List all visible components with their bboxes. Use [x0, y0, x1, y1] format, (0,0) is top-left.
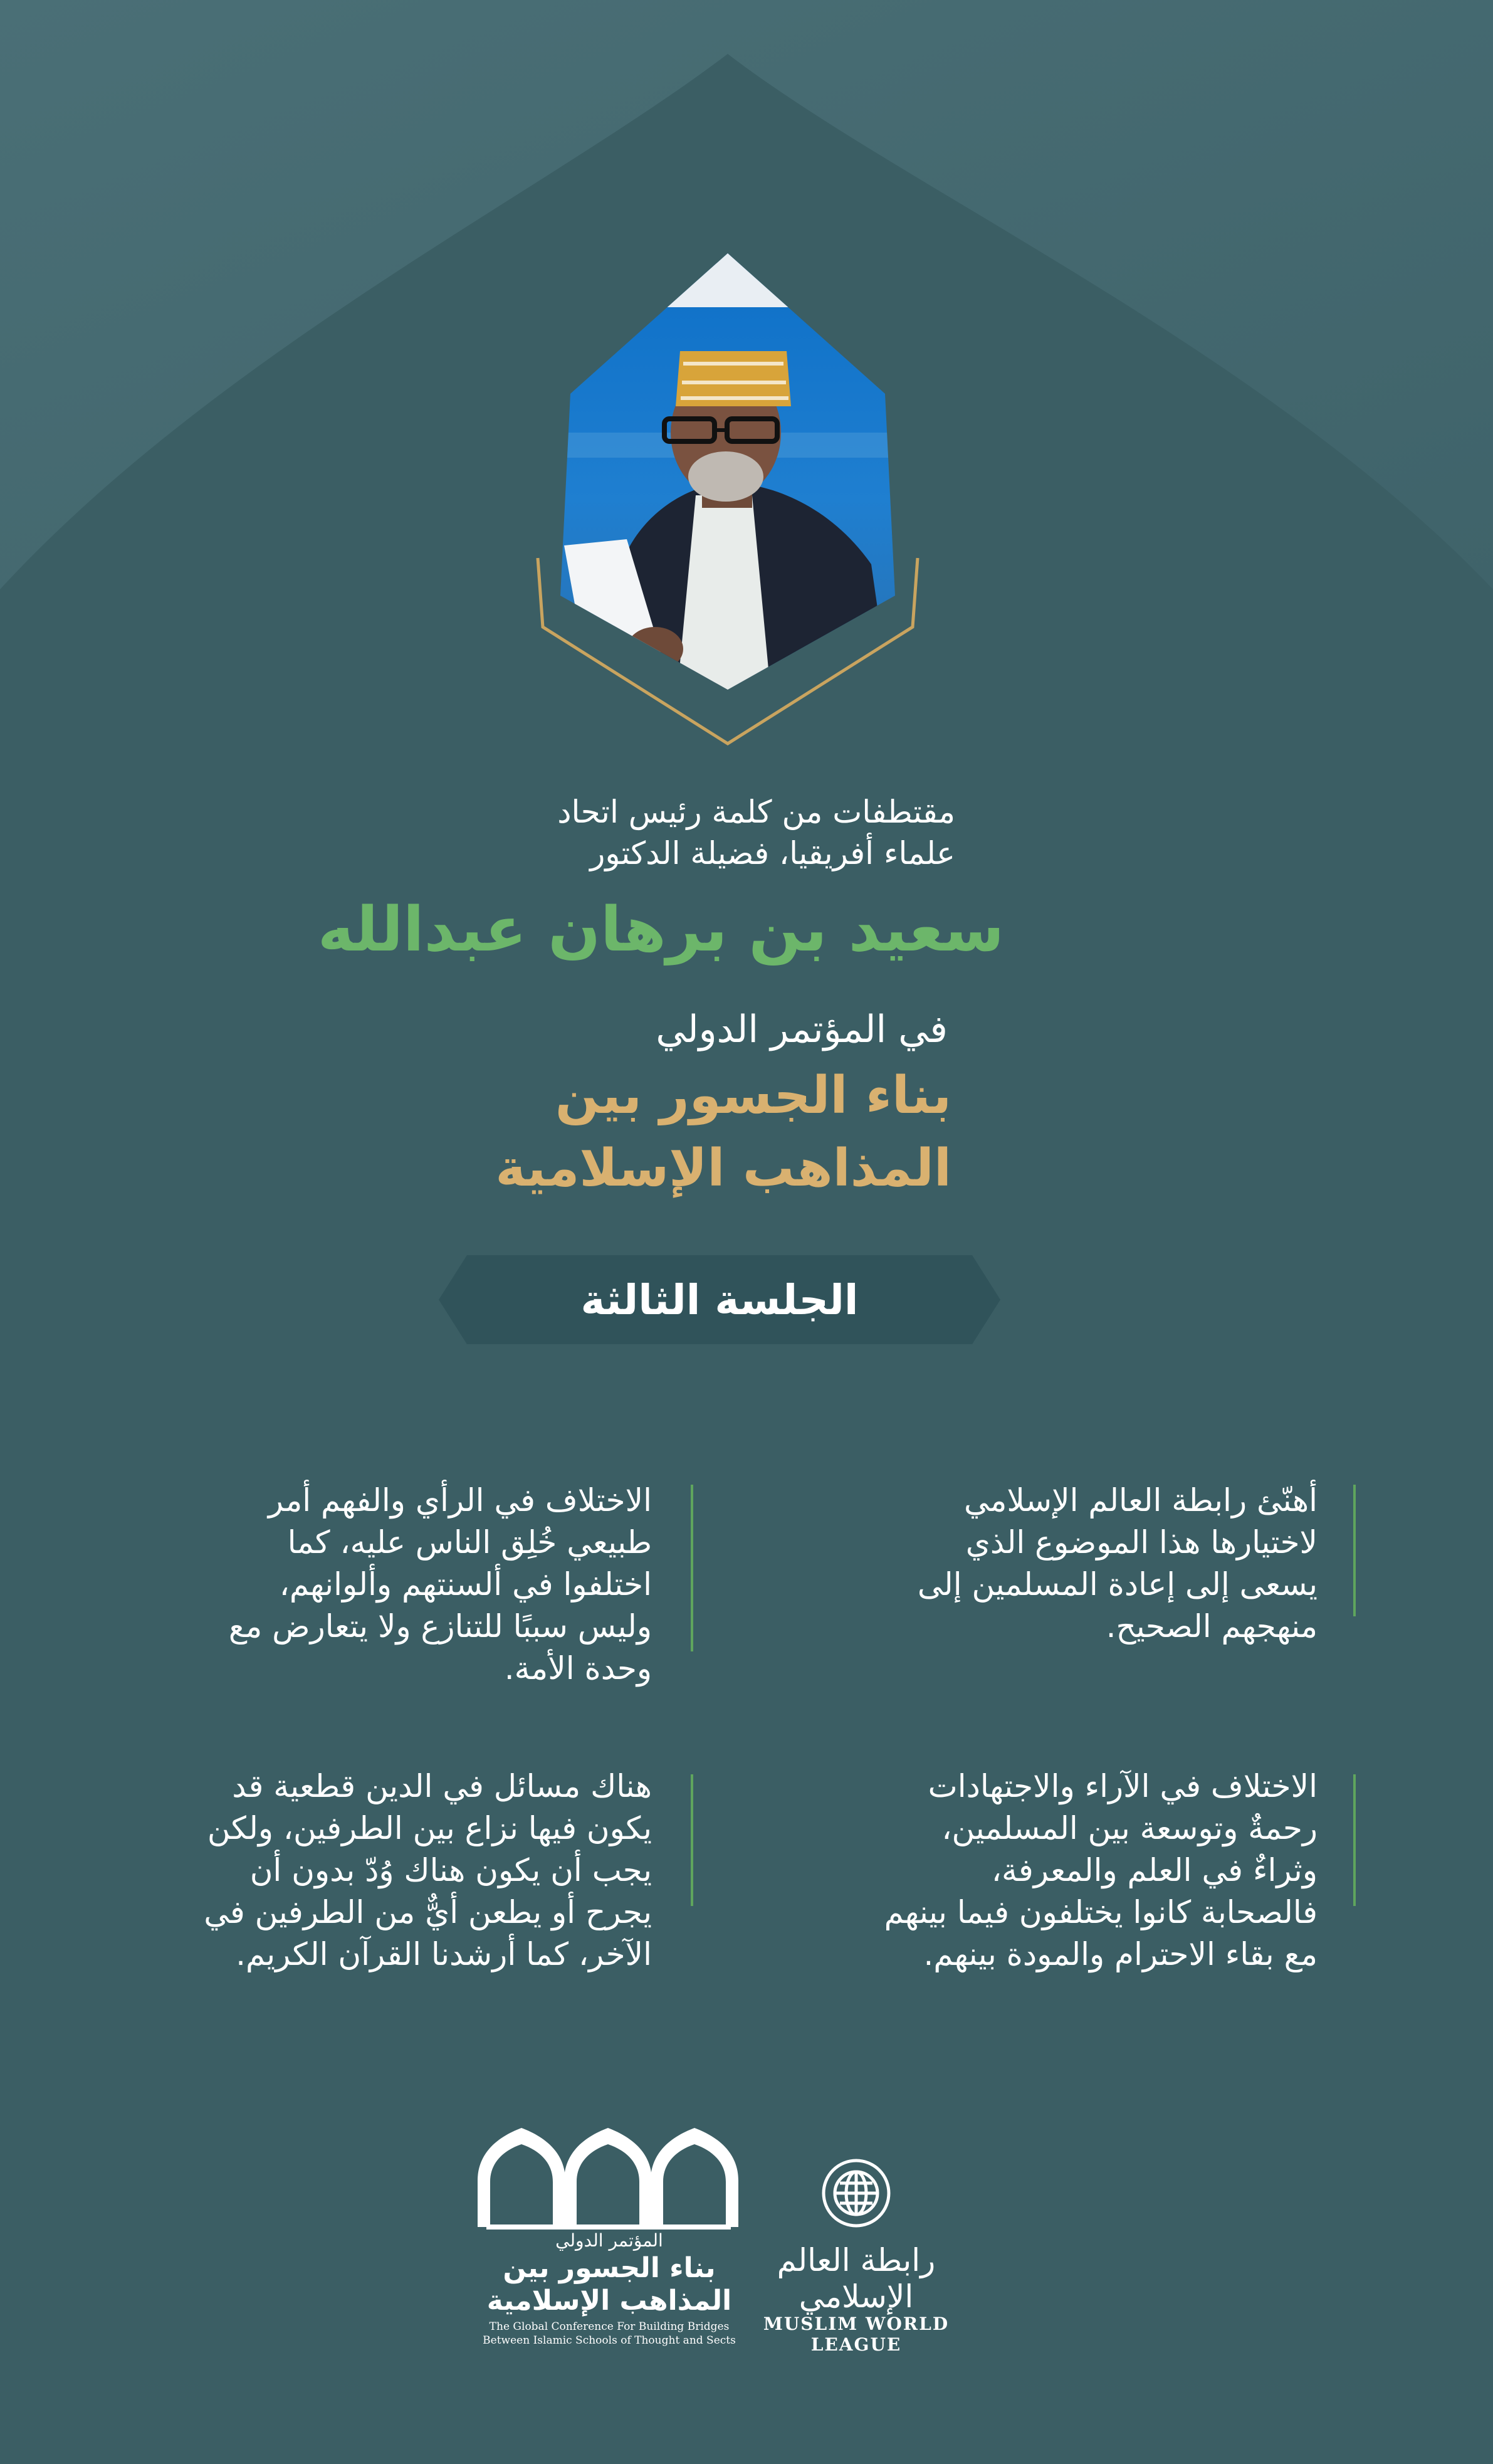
conference-logo-en-line-2: Between Islamic Schools of Thought and Sects — [483, 2334, 736, 2347]
quote-3 — [804, 1766, 1318, 1976]
quote-line: رحمةٌ وتوسعة بين المسلمين، — [941, 1810, 1318, 1846]
quote-line: مع بقاء الاحترام والمودة بينهم. — [923, 1936, 1318, 1972]
quote-line: يكون فيها نزاع بين الطرفين، ولكن — [207, 1810, 652, 1846]
quote-line: يجب أن يكون هناك وُدّ بدون أن — [249, 1852, 652, 1888]
quote-line: طبيعي خُلِق الناس عليه، كما — [287, 1524, 652, 1561]
quote-line: وليس سببًا للتنازع ولا يتعارض مع — [228, 1608, 652, 1645]
mwl-emblem-icon — [824, 2161, 889, 2226]
quote-line: منهجهم الصحيح. — [1106, 1608, 1318, 1645]
conference-logo-line-2: المذاهب الإسلامية — [486, 2285, 732, 2317]
quote-line: الاختلاف في الآراء والاجتهادات — [928, 1768, 1318, 1804]
session-label: الجلسة الثالثة — [580, 1275, 859, 1324]
quote-line: فالصحابة كانوا يختلفون فيما بينهم — [884, 1894, 1318, 1930]
quote-line: أهنّئ رابطة العالم الإسلامي — [963, 1482, 1318, 1519]
quote-line: وثراءٌ في العلم والمعرفة، — [991, 1852, 1318, 1888]
intro-text — [391, 791, 955, 874]
quote-line: هناك مسائل في الدين قطعية قد — [232, 1768, 652, 1804]
conference-logo-line-1: بناء الجسور بين — [503, 2252, 716, 2284]
quote-line: يسعى إلى إعادة المسلمين إلى — [917, 1566, 1318, 1603]
conference-logo-small: المؤتمر الدولي — [555, 2230, 663, 2251]
conference-prefix: في المؤتمر الدولي — [656, 1008, 948, 1051]
quote-line: اختلفوا في ألسنتهم وألوانهم، — [279, 1566, 652, 1603]
quote-line: لاختيارها هذا الموضوع الذي — [965, 1524, 1318, 1561]
speaker-name: سعيد بن برهان عبدالله — [317, 894, 1004, 966]
quote-line: الآخر، كما أرشدنا القرآن الكريم. — [236, 1936, 652, 1972]
intro-line-1: مقتطفات من كلمة رئيس اتحاد — [557, 794, 955, 830]
conference-logo — [478, 2230, 741, 2317]
mwl-logo-english: MUSLIM WORLD LEAGUE — [763, 2314, 950, 2355]
conference-name — [325, 1060, 951, 1205]
quote-line: يجرح أو يطعن أيٌّ من الطرفين في — [204, 1894, 652, 1930]
quote-line: وحدة الأمة. — [504, 1650, 652, 1687]
quote-line: الاختلاف في الرأي والفهم أمر — [268, 1482, 652, 1519]
conference-name-line-1: بناء الجسور بين — [555, 1066, 951, 1125]
conference-name-line-2: المذاهب الإسلامية — [495, 1139, 951, 1198]
quote-2 — [138, 1480, 652, 1690]
quote-1 — [841, 1480, 1318, 1648]
conference-logo-en-line-1: The Global Conference For Building Bridges — [489, 2320, 730, 2333]
conference-logo-english — [465, 2320, 753, 2347]
intro-line-2: علماء أفريقيا، فضيلة الدكتور — [590, 835, 955, 871]
quote-4 — [138, 1766, 652, 1976]
mwl-logo-arabic: رابطة العالم الإسلامي — [777, 2242, 936, 2315]
